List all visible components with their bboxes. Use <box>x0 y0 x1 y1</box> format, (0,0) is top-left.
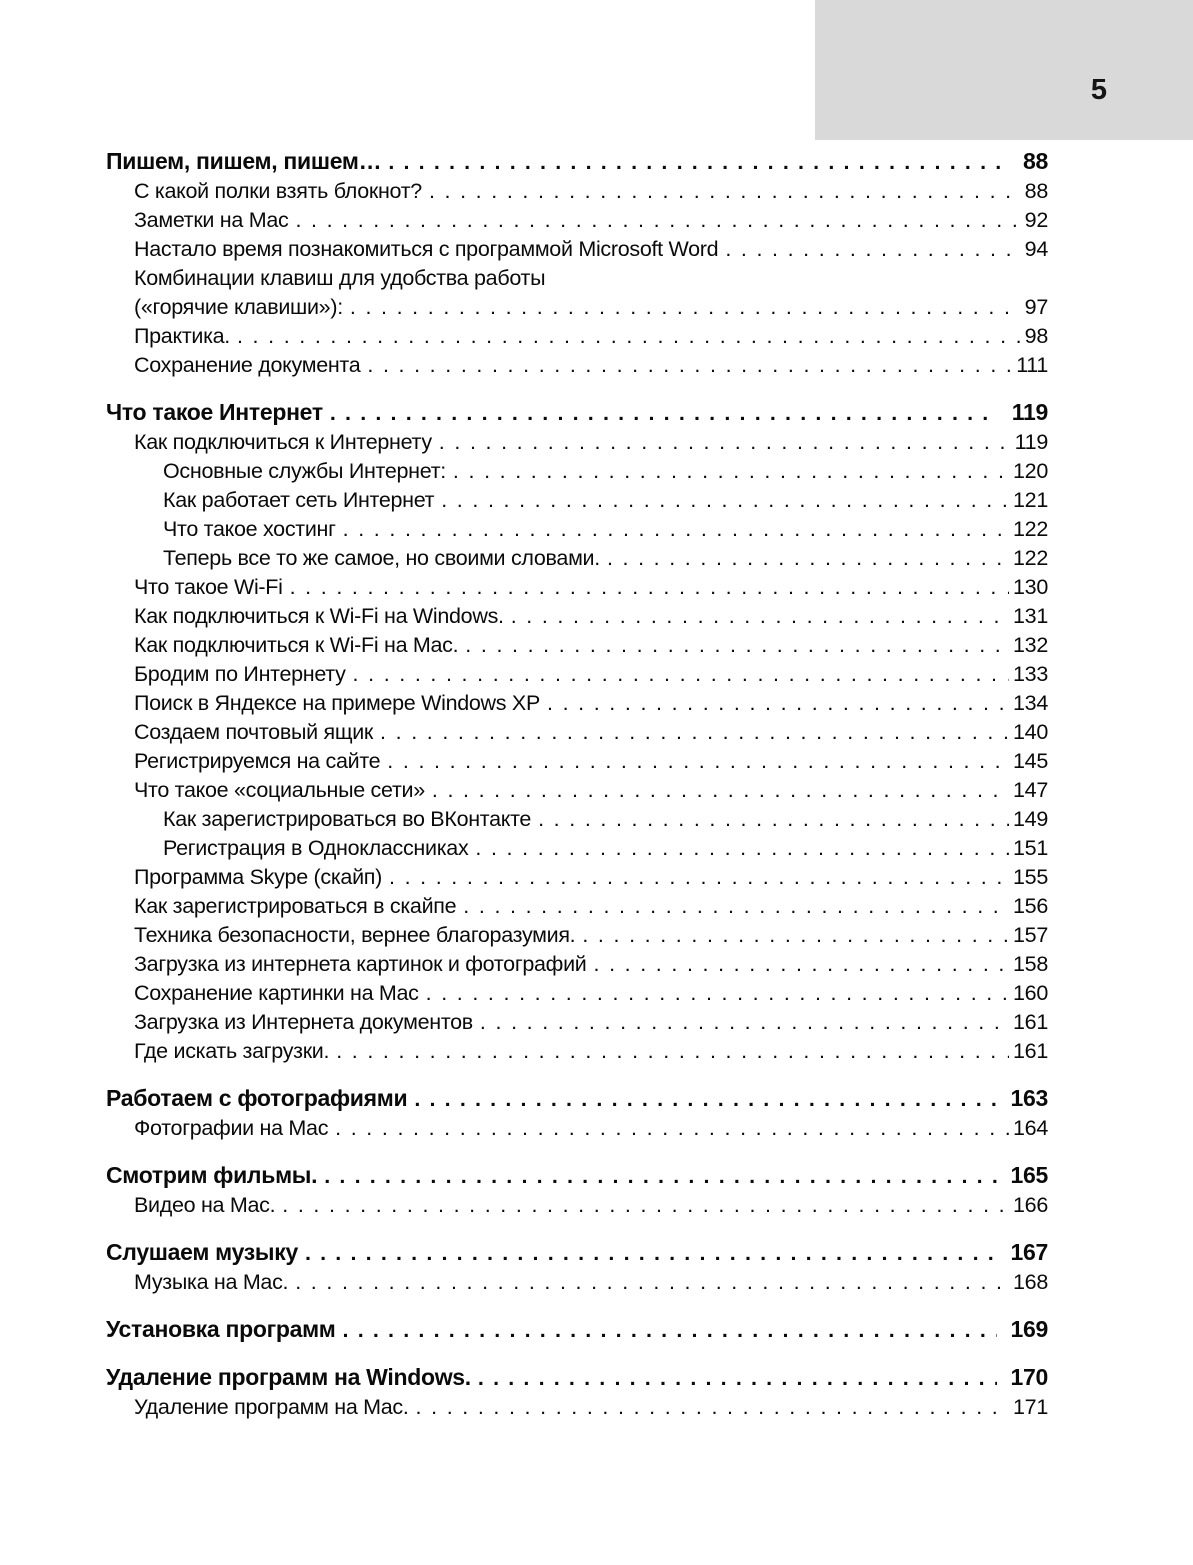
toc-entry-page: 122 <box>1013 517 1048 541</box>
toc-entry-title: Загрузка из интернета картинок и фотографий <box>134 952 587 976</box>
toc-entry <box>106 206 1048 235</box>
dot-leader <box>288 206 1020 235</box>
dot-leader <box>540 689 1009 718</box>
toc-entry <box>106 747 1048 776</box>
toc-entry-title: С какой полки взять блокнот? <box>134 179 422 203</box>
toc-entry <box>106 776 1048 805</box>
dot-leader <box>473 1008 1009 1037</box>
toc-entry-page: 169 <box>1010 1316 1048 1342</box>
toc-entry-title: Заметки на Mac <box>134 208 289 232</box>
toc-entry-page: 140 <box>1013 720 1048 744</box>
toc-entry-title: Регистрация в Одноклассниках <box>163 836 469 860</box>
toc-entry <box>106 428 1048 457</box>
toc-entry <box>106 147 1048 177</box>
toc-entry <box>106 1114 1048 1143</box>
dot-leader <box>382 863 1009 892</box>
toc-section <box>106 398 1048 1066</box>
toc-entry-page: 166 <box>1013 1193 1048 1217</box>
toc-entry-title: Как зарегистрироваться во ВКонтакте <box>163 807 532 831</box>
toc-entry-page: 132 <box>1013 633 1048 657</box>
toc-entry <box>106 660 1048 689</box>
toc-entry-page: 151 <box>1013 836 1048 860</box>
toc-entry-title: Видео на Mac. <box>134 1193 276 1217</box>
toc-section <box>106 1315 1048 1345</box>
toc-entry-title: Где искать загрузки. <box>134 1039 330 1063</box>
toc-entry-page: 130 <box>1013 575 1048 599</box>
toc-entry <box>106 631 1048 660</box>
toc-entry-title: Создаем почтовый ящик <box>134 720 374 744</box>
toc-entry-page: 168 <box>1013 1270 1048 1294</box>
toc-entry <box>106 805 1048 834</box>
toc-entry-page: 133 <box>1013 662 1048 686</box>
toc-entry <box>106 264 1048 293</box>
toc-section <box>106 1238 1048 1297</box>
toc-entry-title: Что такое хостинг <box>163 517 336 541</box>
toc-entry-page: 121 <box>1013 488 1048 512</box>
toc-entry <box>106 515 1048 544</box>
toc-entry-page: 149 <box>1013 807 1048 831</box>
toc-entry-page: 88 <box>1024 179 1048 203</box>
toc-entry-page: 161 <box>1013 1010 1048 1034</box>
toc-entry <box>106 979 1048 1008</box>
dot-leader <box>575 921 1009 950</box>
toc-entry <box>106 351 1048 380</box>
toc-entry-page: 158 <box>1013 952 1048 976</box>
dot-leader <box>360 351 1012 380</box>
toc-entry <box>106 293 1048 322</box>
dot-leader <box>531 805 1009 834</box>
toc-entry-title: Программа Skype (скайп) <box>134 865 383 889</box>
dot-leader <box>329 1037 1009 1066</box>
toc-entry-title: Комбинации клавиш для удобства работы <box>134 266 546 290</box>
toc-entry-page: 161 <box>1013 1039 1048 1063</box>
toc-entry <box>106 1191 1048 1220</box>
dot-leader <box>419 979 1009 1008</box>
page-number: 5 <box>1090 74 1107 106</box>
toc-entry-title: Как работает сеть Интернет <box>163 488 435 512</box>
toc-entry-title: Что такое «социальные сети» <box>134 778 425 802</box>
toc-entry-page: 171 <box>1013 1395 1048 1419</box>
toc-entry <box>106 950 1048 979</box>
toc-entry-page: 167 <box>1010 1239 1048 1265</box>
toc-entry-title: Сохранение картинки на Mac <box>134 981 419 1005</box>
toc-entry <box>106 718 1048 747</box>
toc-entry <box>106 1238 1048 1268</box>
toc-entry <box>106 689 1048 718</box>
page-header-box <box>815 0 1193 140</box>
toc-section <box>106 1363 1048 1422</box>
table-of-contents <box>106 147 1048 1422</box>
toc-entry-page: 131 <box>1013 604 1048 628</box>
dot-leader <box>380 747 1009 776</box>
toc-entry-page: 88 <box>1023 148 1048 174</box>
toc-entry-title: Поиск в Яндексе на примере Windows XP <box>134 691 540 715</box>
dot-leader <box>323 398 998 428</box>
toc-entry-page: 145 <box>1013 749 1048 773</box>
toc-entry <box>106 863 1048 892</box>
toc-entry-title: Загрузка из Интернета документов <box>134 1010 473 1034</box>
toc-entry <box>106 573 1048 602</box>
toc-entry-page: 98 <box>1024 324 1048 348</box>
toc-entry-page: 163 <box>1010 1085 1048 1111</box>
toc-entry-page: 120 <box>1013 459 1048 483</box>
toc-entry-title: Что такое Wi-Fi <box>134 575 283 599</box>
dot-leader <box>230 322 1021 351</box>
toc-entry-title: Работаем с фотографиями <box>106 1085 408 1111</box>
toc-section <box>106 147 1048 380</box>
toc-entry-title: Как подключиться к Wi-Fi на Windows. <box>134 604 504 628</box>
toc-entry <box>106 177 1048 206</box>
toc-entry <box>106 322 1048 351</box>
toc-entry-title: Основные службы Интернет: <box>163 459 446 483</box>
toc-entry-title: Слушаем музыку <box>106 1239 298 1265</box>
toc-entry <box>106 1008 1048 1037</box>
toc-entry <box>106 892 1048 921</box>
toc-entry <box>106 457 1048 486</box>
toc-entry-page: 111 <box>1016 353 1048 377</box>
toc-entry-title: Пишем, пишем, пишем… <box>106 148 382 174</box>
toc-entry <box>106 1084 1048 1114</box>
dot-leader <box>468 834 1009 863</box>
toc-entry-page: 170 <box>1010 1364 1048 1390</box>
toc-entry <box>106 1363 1048 1393</box>
dot-leader <box>458 631 1009 660</box>
toc-entry-title: Как подключиться к Интернету <box>134 430 432 454</box>
toc-entry <box>106 602 1048 631</box>
toc-entry-page: 119 <box>1014 430 1048 454</box>
toc-section <box>106 1084 1048 1143</box>
toc-entry-page: 156 <box>1013 894 1048 918</box>
dot-leader <box>600 544 1009 573</box>
toc-entry-page: 164 <box>1013 1116 1048 1140</box>
toc-entry-page: 147 <box>1013 778 1048 802</box>
toc-entry-title: Смотрим фильмы. <box>106 1162 318 1188</box>
dot-leader <box>434 486 1009 515</box>
toc-entry-title: Теперь все то же самое, но своими словами. <box>163 546 600 570</box>
toc-entry <box>106 1037 1048 1066</box>
toc-entry-page: 122 <box>1013 546 1048 570</box>
toc-entry <box>106 235 1048 264</box>
toc-entry-title: («горячие клавиши»): <box>134 295 343 319</box>
dot-leader <box>336 515 1009 544</box>
dot-leader <box>407 1084 996 1114</box>
toc-entry <box>106 1315 1048 1345</box>
dot-leader <box>718 235 1020 264</box>
toc-entry-title: Музыка на Mac. <box>134 1270 289 1294</box>
toc-entry-title: Фотографии на Mac <box>134 1116 329 1140</box>
toc-entry-title: Настало время познакомиться с программой Microsoft Word <box>134 237 719 261</box>
toc-entry-page: 157 <box>1013 923 1048 947</box>
dot-leader <box>346 660 1009 689</box>
toc-entry <box>106 544 1048 573</box>
toc-entry-title: Практика. <box>134 324 230 348</box>
dot-leader <box>336 1315 997 1345</box>
dot-leader <box>422 177 1021 206</box>
toc-entry <box>106 1393 1048 1422</box>
dot-leader <box>587 950 1010 979</box>
toc-entry-title: Техника безопасности, вернее благоразумия. <box>134 923 576 947</box>
toc-entry <box>106 1268 1048 1297</box>
dot-leader <box>504 602 1009 631</box>
dot-leader <box>471 1363 997 1393</box>
toc-entry-title: Сохранение документа <box>134 353 361 377</box>
dot-leader <box>425 776 1009 805</box>
toc-entry-title: Как зарегистрироваться в скайпе <box>134 894 457 918</box>
toc-entry <box>106 398 1048 428</box>
toc-entry <box>106 834 1048 863</box>
toc-entry-page: 134 <box>1013 691 1048 715</box>
toc-entry-title: Удаление программ на Windows. <box>106 1364 471 1390</box>
toc-entry <box>106 486 1048 515</box>
dot-leader <box>288 1268 1009 1297</box>
dot-leader <box>409 1393 1009 1422</box>
toc-entry-page: 165 <box>1010 1162 1048 1188</box>
toc-entry-page: 119 <box>1011 399 1048 425</box>
toc-entry-title: Бродим по Интернету <box>134 662 346 686</box>
dot-leader <box>432 428 1011 457</box>
dot-leader <box>373 718 1009 747</box>
toc-entry-title: Регистрируемся на сайте <box>134 749 381 773</box>
toc-entry-page: 155 <box>1013 865 1048 889</box>
dot-leader <box>446 457 1009 486</box>
dot-leader <box>343 293 1021 322</box>
dot-leader <box>317 1161 996 1191</box>
dot-leader <box>283 573 1009 602</box>
toc-entry <box>106 1161 1048 1191</box>
dot-leader <box>275 1191 1009 1220</box>
toc-entry-page: 92 <box>1024 208 1048 232</box>
toc-entry-page: 160 <box>1013 981 1048 1005</box>
toc-entry <box>106 921 1048 950</box>
toc-section <box>106 1161 1048 1220</box>
toc-entry-title: Как подключиться к Wi-Fi на Mac. <box>134 633 459 657</box>
dot-leader <box>456 892 1009 921</box>
dot-leader <box>328 1114 1009 1143</box>
toc-entry-page: 94 <box>1024 237 1048 261</box>
toc-entry-title: Установка программ <box>106 1316 336 1342</box>
toc-entry-title: Что такое Интернет <box>106 399 323 425</box>
toc-entry-page: 97 <box>1024 295 1048 319</box>
dot-leader <box>298 1238 997 1268</box>
dot-leader <box>381 147 1009 177</box>
toc-entry-title: Удаление программ на Mac. <box>134 1395 409 1419</box>
